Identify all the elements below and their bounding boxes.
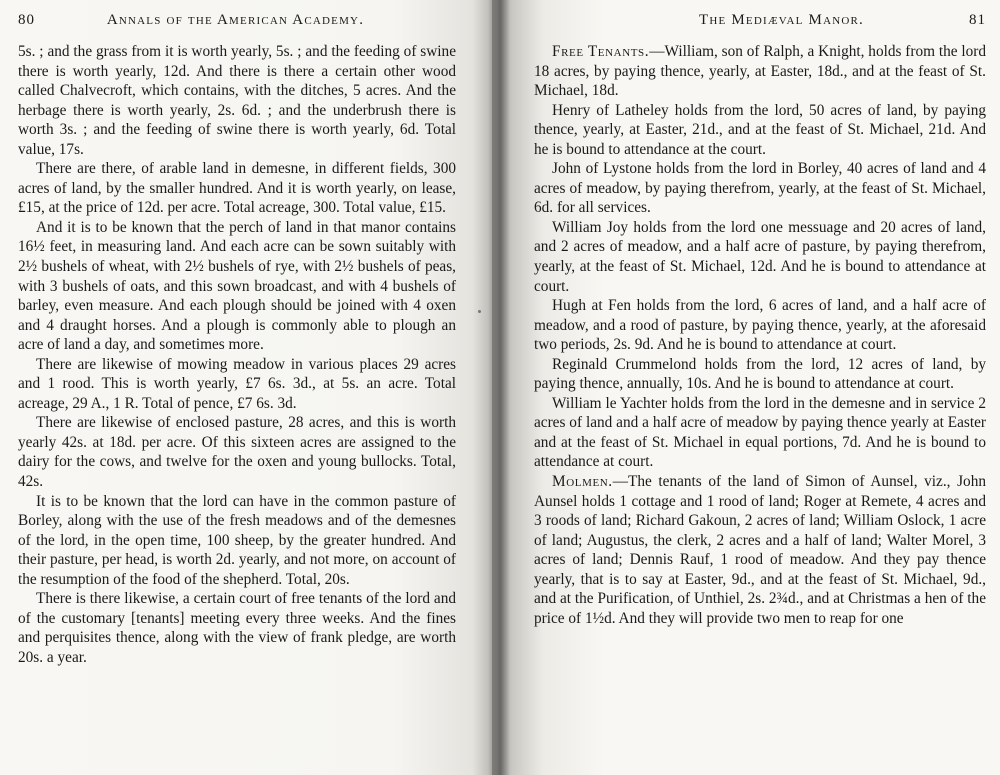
paragraph-text: —William, son of Ralph, a Knight, holds from the lord 18 acres, by paying thence, yearly, at Easter, 18d., and at the feast of St. Michael, 18d. [534, 43, 986, 100]
right-body-text [534, 42, 986, 628]
running-title-left: Annals of the American Academy. [106, 12, 365, 28]
right-running-head [534, 12, 986, 42]
paragraph-text: —The tenants of the land of Simon of Aunsel, viz., John Aunsel holds 1 cottage and 1 rood of land; Roger at Remete, 4 acres and 3 roods of land; Richard Gakoun, 2 acres of land; William Oslock, 1 acre of land; Augustus, the clerk, 2 acres and a half of land; Walter Morel, 3 acres of land; Dennis Rauf, 1 rood of meadow. And they pay thence yearly, that is to say at Easter, 9d., and at the feast of St. Michael, 9d., and at the Purification, of Unthiel, 2s. 2¾d., and at Christmas a hen of the price of 1½d. And they will provide two men to reap for one [534, 473, 986, 627]
paragraph: Reginald Crummelond holds from the lord, 12 acres of land, by paying thence, annually, 10s. And he is bound to attendance at court. [534, 355, 986, 393]
paragraph: 5s. ; and the grass from it is worth yearly, 5s. ; and the feeding of swine there is worth yearly, 12d. And there is there a certain other wood called Chalvecroft, which contains, with the ditches, 5 acres. And the herbage there is worth yearly, 2s. 6d. ; and the underbrush there is worth 3s. ; and the feeding of swine there is worth yearly, 6d. Total value, 17s. [18, 43, 456, 158]
paragraph: There are likewise of mowing meadow in various places 29 acres and 1 rood. This is worth yearly, £7 6s. 3d., at 5s. an acre. Total acreage, 29 A., 1 R. Total of pence, £7 6s. 3d. [18, 355, 456, 412]
page-number-left: 80 [18, 12, 35, 28]
paragraph: Henry of Latheley holds from the lord, 50 acres of land, by paying thence, yearly, at Easter, 21d., and at the feast of St. Michael, 21d. And he is bound to attendance at the court. [534, 101, 986, 158]
page-number-right: 81 [968, 12, 986, 28]
left-body-text [18, 42, 456, 668]
running-title-right: The Mediæval Manor. [698, 12, 864, 28]
page-speck [478, 310, 481, 313]
left-page [0, 0, 492, 775]
paragraph: Hugh at Fen holds from the lord, 6 acres of land, and a half acre of meadow, and a rood of pasture, by paying thence, yearly, at the aforesaid two periods, 2s. 9d. And he is bound to attendance at court. [534, 297, 986, 354]
paragraph: There are likewise of enclosed pasture, 28 acres, and this is worth yearly 42s. at 18d. per acre. Of this sixteen acres are assigned to the dairy for the cows, and twelve for the oxen and young bullocks. Total, 42s. [18, 414, 456, 491]
paragraph: William Joy holds from the lord one messuage and 20 acres of land, and 2 acres of meadow, and a half acre of pasture, by paying therefrom, yearly, at the feast of St. Michael, 12d. And he is bound to attendance at court. [534, 218, 986, 295]
left-running-head [18, 12, 456, 42]
paragraph: It is to be known that the lord can have in the common pasture of Borley, along with the use of the fresh meadows and of the demesnes of the lord, in the open time, 100 sheep, by the greater hundred. And their pasture, per head, is worth 2d. yearly, and not more, on account of the resumption of the food of the shepherd. Total, 20s. [18, 492, 456, 588]
section-head-molmen: Molmen. [552, 473, 613, 491]
paragraph-molmen [534, 472, 986, 628]
paragraph: And it is to be known that the perch of land in that manor contains 16½ feet, in measuring land. And each acre can be sown suitably with 2½ bushels of wheat, with 2½ bushels of rye, with 2½ bushels of peas, with 3 bushels of oats, and this sown broadcast, and with 4 bushels of barley, even measure. And each plough should be joined with 4 oxen and 4 draught horses. And a plough is commonly able to plough an acre of land a day, and sometimes more. [18, 218, 456, 354]
paragraph: William le Yachter holds from the lord in the demesne and in service 2 acres of land and a half acre of meadow by paying thence yearly at Easter and at the feast of St. Michael in equal portions, 7d. And he is bound to attendance at court. [534, 394, 986, 471]
paragraph-free-tenants [534, 42, 986, 101]
paragraph: There are there, of arable land in demesne, in different fields, 300 acres of land, by the smaller hundred. And it is worth yearly, on lease, £15, at the price of 12d. per acre. Total acreage, 300. Total value, £15. [18, 160, 456, 217]
section-head-free-tenants: Free Tenants. [552, 43, 650, 60]
paragraph: There is there likewise, a certain court of free tenants of the lord and of the customary [tenants] meeting every three weeks. And the fines and perquisites thence, along with the view of frank pledge, are worth 20s. a year. [18, 590, 456, 666]
right-page [492, 0, 1000, 775]
paragraph: John of Lystone holds from the lord in Borley, 40 acres of land and 4 acres of meadow, by paying therefrom, yearly, at the feast of St. Michael, 6d. for all services. [534, 160, 986, 217]
